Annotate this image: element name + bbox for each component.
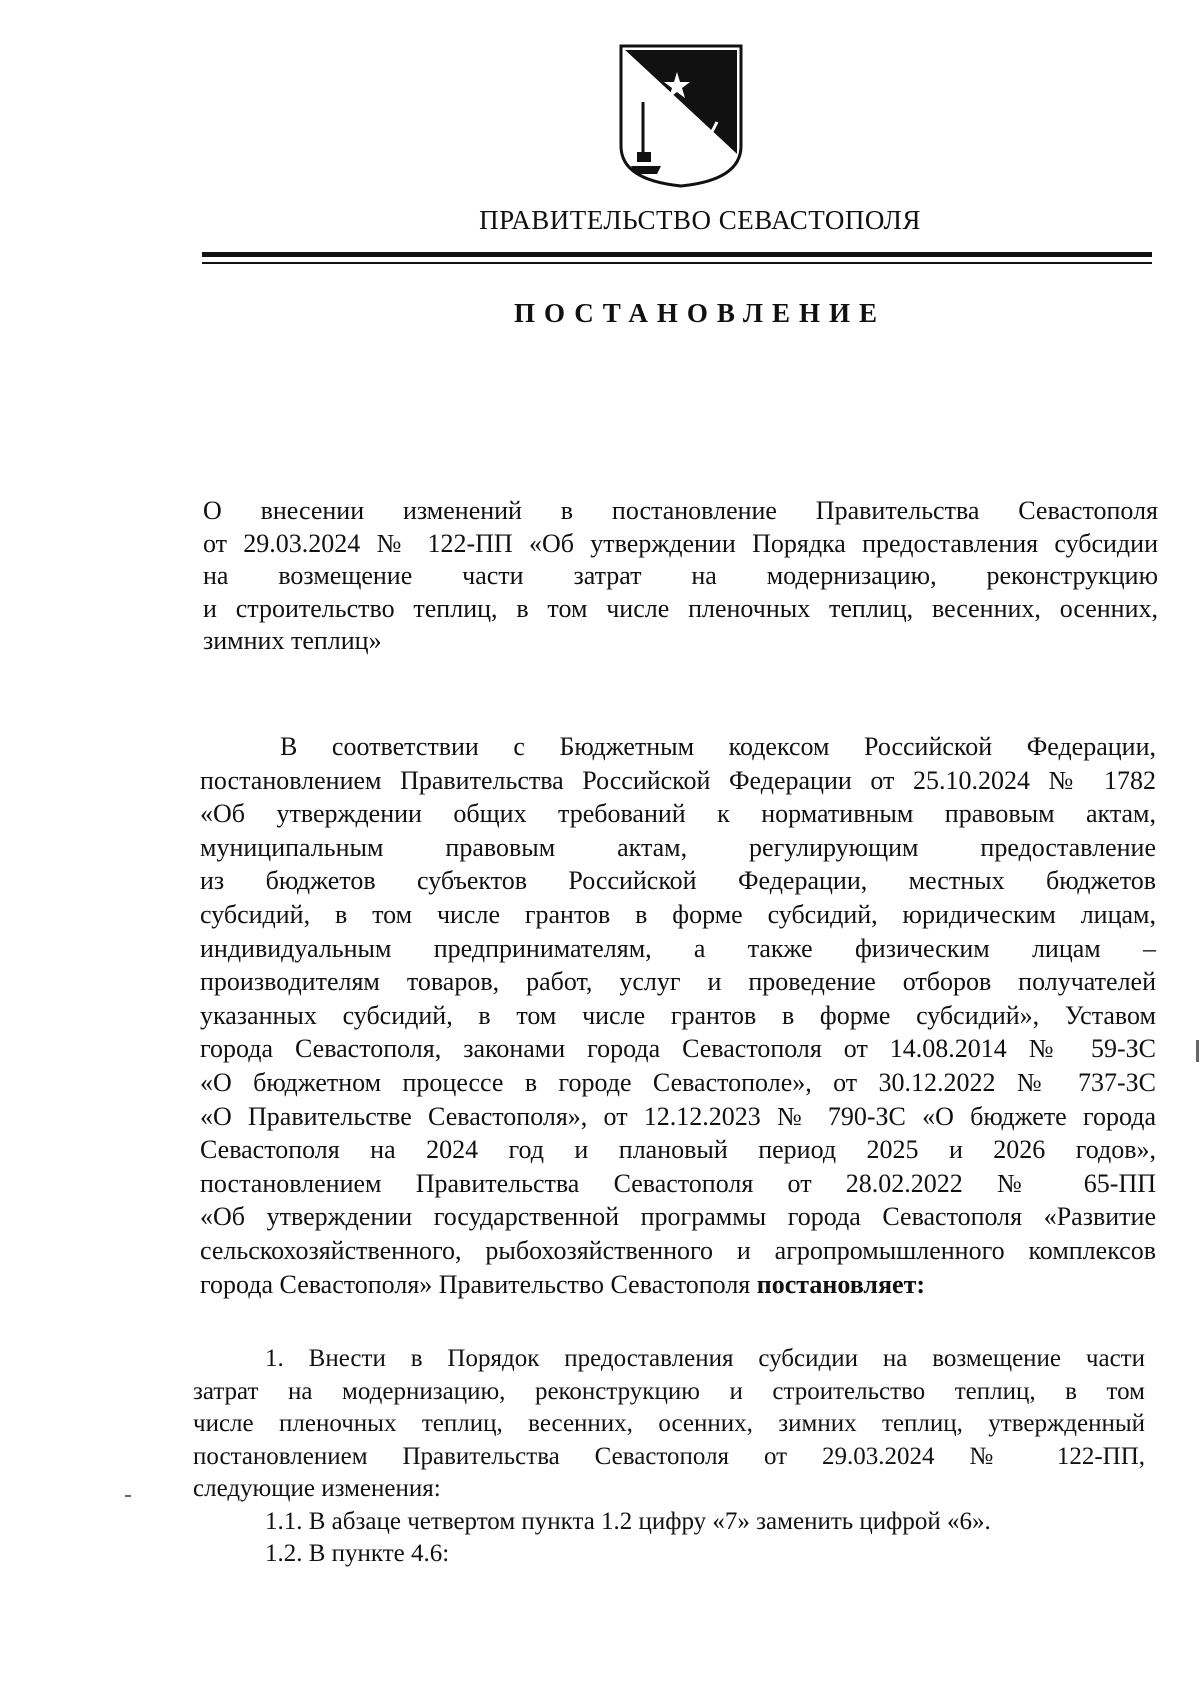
- subject-line: и строительство теплиц, в том числе пленочных теплиц, весенних, осенних,: [203, 593, 1158, 623]
- item-1-line: числе пленочных теплиц, весенних, осенних, зимних теплиц, утвержденный: [193, 1410, 1145, 1437]
- preamble-line: «Об утверждении общих требований к нормативным правовым актам,: [200, 799, 1156, 829]
- subject-line: О внесении изменений в постановление Правительства Севастополя: [203, 496, 1158, 525]
- decision-word: постановляет:: [756, 1269, 926, 1299]
- subject-line: зимних теплиц»: [203, 626, 382, 655]
- item-1-2: 1.2. В пункте 4.6:: [265, 1540, 450, 1567]
- organization-name: ПРАВИТЕЛЬСТВО СЕВАСТОПОЛЯ: [479, 205, 921, 235]
- scan-margin-dash: [125, 1495, 131, 1497]
- subject-line: на возмещение части затрат на модернизацию, реконструкцию: [203, 561, 1158, 590]
- preamble: [200, 730, 1156, 1301]
- item-1-line: затрат на модернизацию, реконструкцию и строительство теплиц, в том: [193, 1377, 1145, 1405]
- preamble-line: муниципальным правовым актам, регулирующим предоставление: [200, 832, 1156, 862]
- subject-line: от 29.03.2024 № 122-ПП «Об утверждении Порядка предоставления субсидии: [203, 528, 1158, 558]
- resolution-items: [193, 1343, 1145, 1571]
- preamble-line: В соответствии с Бюджетным кодексом Российской Федерации,: [280, 732, 1156, 761]
- preamble-line: Севастополя на 2024 год и плановый период 2025 и 2026 годов»,: [200, 1135, 1156, 1165]
- preamble-line: постановлением Правительства Севастополя от 28.02.2022 № 65-ПП: [200, 1168, 1156, 1198]
- preamble-last-text: города Севастополя» Правительство Севастополя: [200, 1269, 751, 1299]
- preamble-line: индивидуальным предпринимателям, а также физическим лицам –: [200, 933, 1156, 963]
- preamble-line: из бюджетов субъектов Российской Федерации, местных бюджетов: [200, 866, 1156, 896]
- preamble-line: «О бюджетном процессе в городе Севастополе», от 30.12.2022 № 737-ЗС: [200, 1067, 1156, 1097]
- preamble-line: «О Правительстве Севастополя», от 12.12.2023 № 790-ЗС «О бюджете города: [200, 1101, 1156, 1131]
- header-rule-thick: [202, 252, 1152, 257]
- item-1-1: 1.1. В абзаце четвертом пункта 1.2 цифру «7» заменить цифрой «6».: [265, 1507, 991, 1535]
- preamble-line: постановлением Правительства Российской Федерации от 25.10.2024 № 1782: [200, 765, 1156, 795]
- scan-margin-mark: [1196, 1040, 1199, 1062]
- preamble-line: производителям товаров, работ, услуг и проведение отборов получателей: [200, 967, 1156, 997]
- preamble-line: указанных субсидий, в том числе грантов в форме субсидий», Уставом: [200, 1000, 1156, 1030]
- item-1-line: постановлением Правительства Севастополя от 29.03.2024 № 122-ПП,: [193, 1442, 1145, 1470]
- item-1-line: 1. Внести в Порядок предоставления субсидии на возмещение части: [265, 1345, 1145, 1372]
- document-type: ПОСТАНОВЛЕНИЕ: [513, 298, 887, 328]
- document-subject: [203, 495, 1158, 658]
- preamble-line: сельскохозяйственного, рыбохозяйственного и агропромышленного комплексов: [200, 1235, 1156, 1265]
- header-rule-thin: [202, 262, 1152, 264]
- preamble-last-line: [200, 1268, 1156, 1302]
- item-1-line: следующие изменения:: [193, 1475, 441, 1502]
- preamble-line: города Севастополя, законами города Севастополя от 14.08.2014 № 59-ЗС: [200, 1034, 1156, 1064]
- preamble-line: «Об утверждении государственной программы города Севастополя «Развитие: [200, 1202, 1156, 1232]
- sevastopol-coat-of-arms-icon: [617, 42, 745, 188]
- preamble-line: субсидий, в том числе грантов в форме субсидий, юридическим лицам,: [200, 899, 1156, 929]
